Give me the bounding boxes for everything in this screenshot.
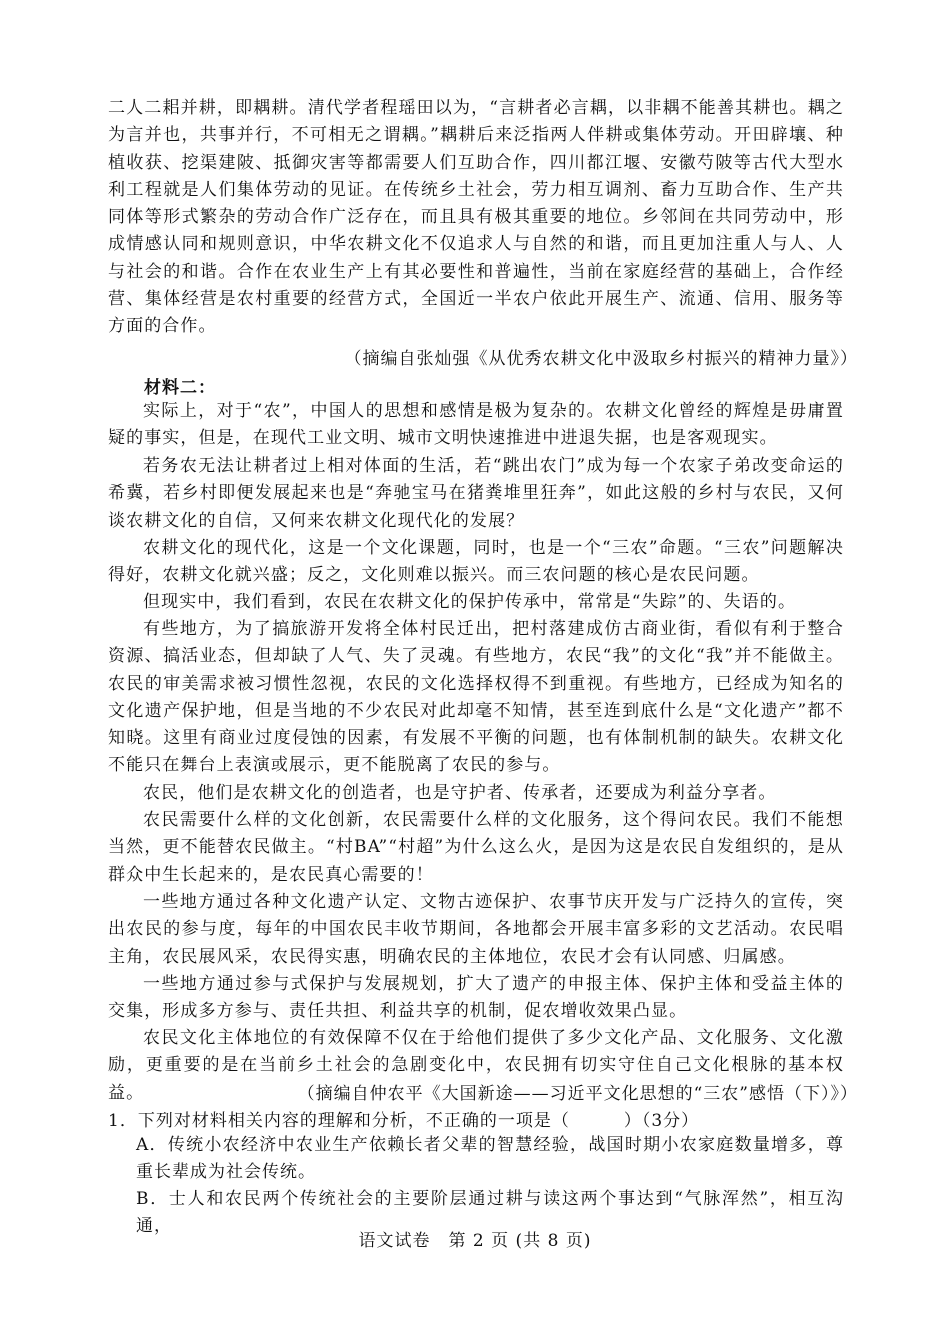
material2-paragraph: 一些地方通过参与式保护与发展规划，扩大了遗产的申报主体、保护主体和受益主体的交集，形成多方参与、责任共担、利益共享的机制，促农增收效果凸显。 [108, 974, 844, 1022]
material2-paragraph: 农耕文化的现代化，这是一个文化课题，同时，也是一个“三农”命题。“三农”问题解决得好，农耕文化就兴盛；反之，文化则难以振兴。而三农问题的核心是农民问题。 [108, 538, 844, 586]
material2-paragraph: 若务农无法让耕者过上相对体面的生活，若“跳出农门”成为每一个农家子弟改变命运的希冀，若乡村即便发展起来也是“奔驰宝马在猪粪堆里狂奔”，如此这般的乡村与农民，又何谈农耕文化的自信，又何来农耕文化现代化的发展？ [108, 456, 844, 531]
question-1-option-a: A．传统小农经济中农业生产依赖长者父辈的智慧经验，战国时期小农家庭数量增多，尊重长辈成为社会传统。 [136, 1135, 844, 1183]
material2-paragraph: 有些地方，为了搞旅游开发将全体村民迁出，把村落建成仿古商业街，看似有利于整合资源、搞活业态，但却缺了人气、失了灵魂。有些地方，农民“我”的文化“我”并不能做主。农民的审美需求被习惯性忽视，农民的文化选择权得不到重视。有些地方，已经成为知名的文化遗产保护地，但是当地的不少农民对此却毫不知情，甚至连到底什么是“文化遗产”都不知晓。这里有商业过度侵蚀的因素，有发展不平衡的问题，也有体制机制的缺失。农耕文化不能只在舞台上表演或展示，更不能脱离了农民的参与。 [108, 619, 844, 776]
material2-heading: 材料二： [144, 378, 216, 398]
material2-paragraph: 但现实中，我们看到，农民在农耕文化的保护传承中，常常是“失踪”的、失语的。 [143, 592, 797, 612]
page-footer: 语文试卷 第 2 页 (共 8 页) [358, 1231, 592, 1251]
material2-paragraph: 实际上，对于“农”，中国人的思想和感情是极为复杂的。农耕文化曾经的辉煌是毋庸置疑的事实，但是，在现代工业文明、城市文明快速推进中进退失据，也是客观现实。 [108, 401, 844, 449]
material2-paragraph: 农民，他们是农耕文化的创造者，也是守护者、传承者，还要成为利益分享者。 [143, 783, 777, 803]
material2-paragraph: 农民需要什么样的文化创新，农民需要什么样的文化服务，这个得问农民。我们不能想当然，更不能替农民做主。“村BA”“村超”为什么这么火，是因为这是农民自发组织的，是从群众中生长起来的，是农民真心需要的！ [108, 810, 844, 885]
material2-paragraph: 一些地方通过各种文化遗产认定、文物古迹保护、农事节庆开发与广泛持久的宣传，突出农民的参与度，每年的中国农民丰收节期间，各地都会开展丰富多彩的文艺活动。农民唱主角，农民展风采，农民得实惠，明确农民的主体地位，农民才会有认同感、归属感。 [108, 892, 844, 967]
question-1-option-b: B．士人和农民两个传统社会的主要阶层通过耕与读这两个事达到“气脉浑然”，相互沟通， [136, 1189, 844, 1237]
question-1-stem: 1．下列对材料相关内容的理解和分析，不正确的一项是（ ）（3分） [108, 1111, 700, 1131]
material1-source: （摘编自张灿强《从优秀农耕文化中汲取乡村振兴的精神力量》） [344, 349, 858, 369]
material2-source: （摘编自仲农平《大国新途——习近平文化思想的“三农”感悟（下）》） [297, 1084, 858, 1104]
material1-tail-paragraph: 二人二耜并耕，即耦耕。清代学者程瑶田以为，“言耕者必言耦，以非耦不能善其耕也。耦之为言并也，共事并行，不可相无之谓耦。”耦耕后来泛指两人伴耕或集体劳动。开田辟壤、种植收获、挖渠建陂、抵御灾害等都需要人们互助合作，四川都江堰、安徽芍陂等古代大型水利工程就是人们集体劳动的见证。在传统乡土社会，劳力相互调剂、畜力互助合作、生产共同体等形式繁杂的劳动合作广泛存在，而且具有极其重要的地位。乡邻间在共同劳动中，形成情感认同和规则意识，中华农耕文化不仅追求人与自然的和谐，而且更加注重人与人、人与社会的和谐。合作在农业生产上有其必要性和普遍性，当前在家庭经营的基础上，合作经营、集体经营是农村重要的经营方式，全国近一半农户依此开展生产、流通、信用、服务等方面的合作。 [108, 98, 844, 337]
material2-paragraph: 农民文化主体地位的有效保障不仅在于给他们提供了多少文化产品、文化服务、文化激励，更重要的是在当前乡土社会的急剧变化中，农民拥有切实守住自己文化根脉的基本权益。 [108, 1028, 844, 1103]
